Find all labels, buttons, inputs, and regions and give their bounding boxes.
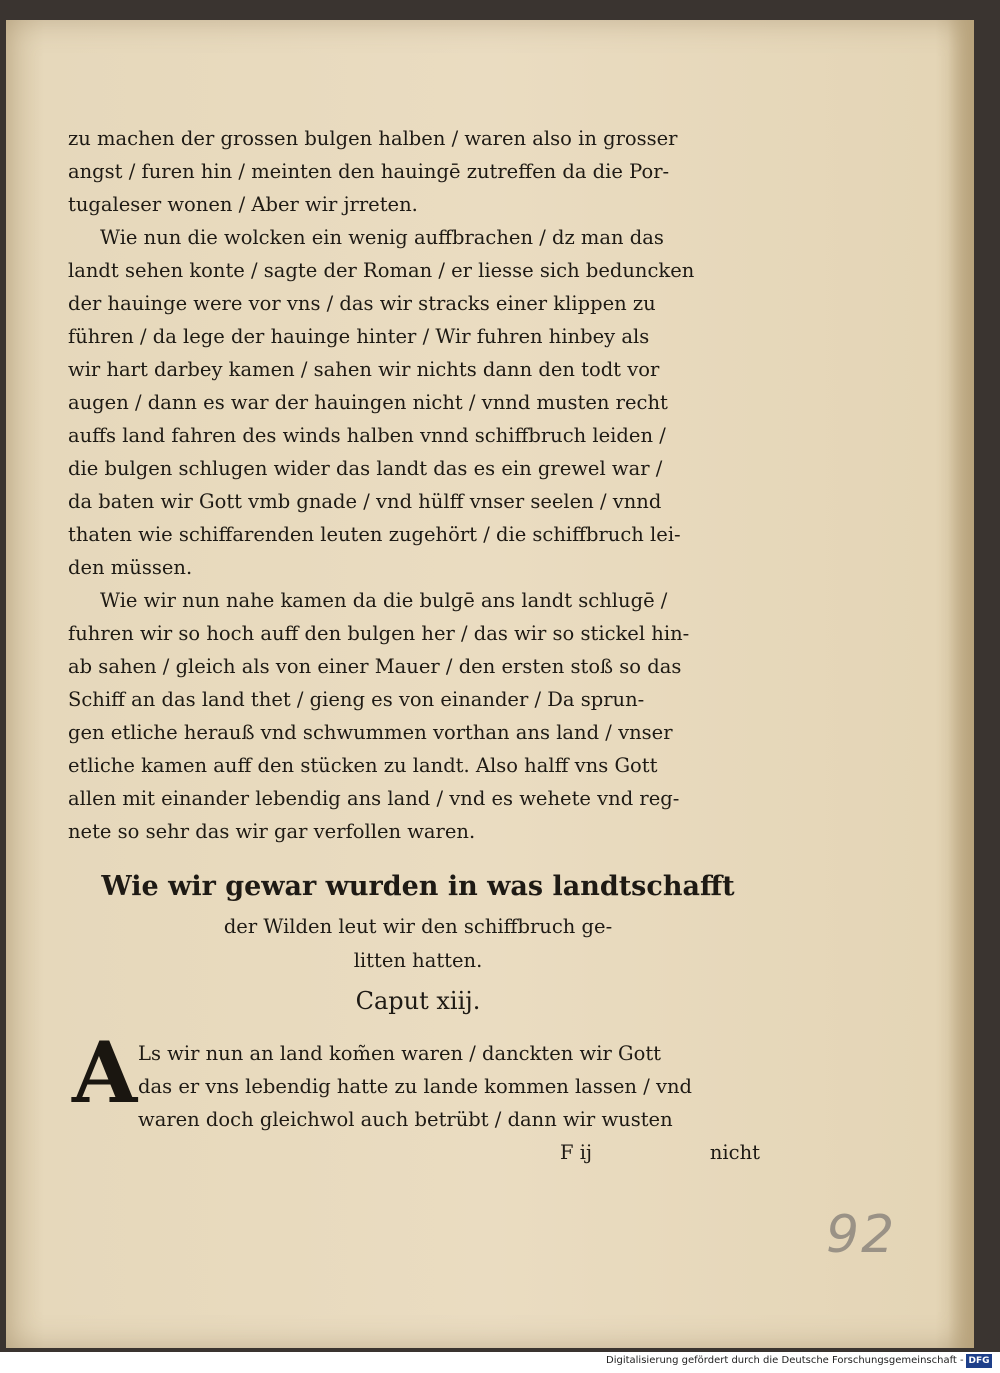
text-line: Schiff an das land thet / gieng es von einander / Da sprun- [68,688,645,711]
chapter-number: Caput xiij. [355,987,481,1015]
text-line: zu machen der grossen bulgen halben / waren also in grosser [68,127,678,150]
text-line: die bulgen schlugen wider das landt das es ein grewel war / [68,457,663,480]
signature-mark: F ij [560,1141,593,1164]
catchword: nicht [709,1141,760,1164]
text-line: wir hart darbey kamen / sahen wir nichts dann den todt vor [68,358,660,381]
text-line: der hauinge were vor vns / das wir stracks einer klippen zu [68,292,656,315]
text-line: angst / furen hin / meinten den hauingē zutreffen da die Por- [68,160,670,183]
text-line: da baten wir Gott vmb gnade / vnd hülff vnser seelen / vnnd [68,490,662,513]
chapter-heading-line-3: litten hatten. [353,949,483,972]
page-edge-shadow [948,20,974,1348]
chapter-body-text [138,1037,768,1136]
text-line: auffs land fahren des winds halben vnnd schiffbruch leiden / [68,424,666,447]
text-line: Wie wir nun nahe kamen da die bulgē ans landt schlugē / [100,589,668,612]
text-line: Ls wir nun an land kom̃en waren / danckten wir Gott [138,1042,661,1065]
digitization-attribution: Digitalisierung gefördert durch die Deutsche Forschungsgemeinschaft - [606,1355,964,1366]
text-line: den müssen. [68,556,193,579]
dfg-logo: DFG [966,1354,992,1368]
text-line: augen / dann es war der hauingen nicht / vnnd musten recht [68,391,668,414]
text-line: nete so sehr das wir gar verfollen waren. [68,820,476,843]
chapter-heading-line-1: Wie wir gewar wurden in was landtschafft [101,871,735,902]
text-line: das er vns lebendig hatte zu lande kommen lassen / vnd [138,1075,693,1098]
text-line: allen mit einander lebendig ans land / vnd es wehete vnd reg- [68,787,680,810]
pencil-page-number: 92 [826,1205,897,1265]
text-line: thaten wie schiffarenden leuten zugehört / die schiffbruch lei- [68,523,681,546]
text-line: gen etliche herauß vnd schwummen vorthan ans land / vnser [68,721,673,744]
decorated-initial: A [72,1023,138,1122]
text-line: etliche kamen auff den stücken zu landt. Also halff vns Gott [68,754,658,777]
text-line: ab sahen / gleich als von einer Mauer / den ersten stoß so das [68,655,682,678]
chapter-heading-line-2: der Wilden leut wir den schiffbruch ge- [223,915,613,938]
text-line: tugaleser wonen / Aber wir jrreten. [68,193,418,216]
text-line: landt sehen konte / sagte der Roman / er liesse sich beduncken [68,259,695,282]
body-text [68,122,768,848]
text-line: führen / da lege der hauinge hinter / Wir fuhren hinbey als [68,325,650,348]
text-line: waren doch gleichwol auch betrübt / dann wir wusten [138,1108,673,1131]
text-line: Wie nun die wolcken ein wenig auffbrachen / dz man das [100,226,664,249]
text-line: fuhren wir so hoch auff den bulgen her / das wir so stickel hin- [68,622,690,645]
